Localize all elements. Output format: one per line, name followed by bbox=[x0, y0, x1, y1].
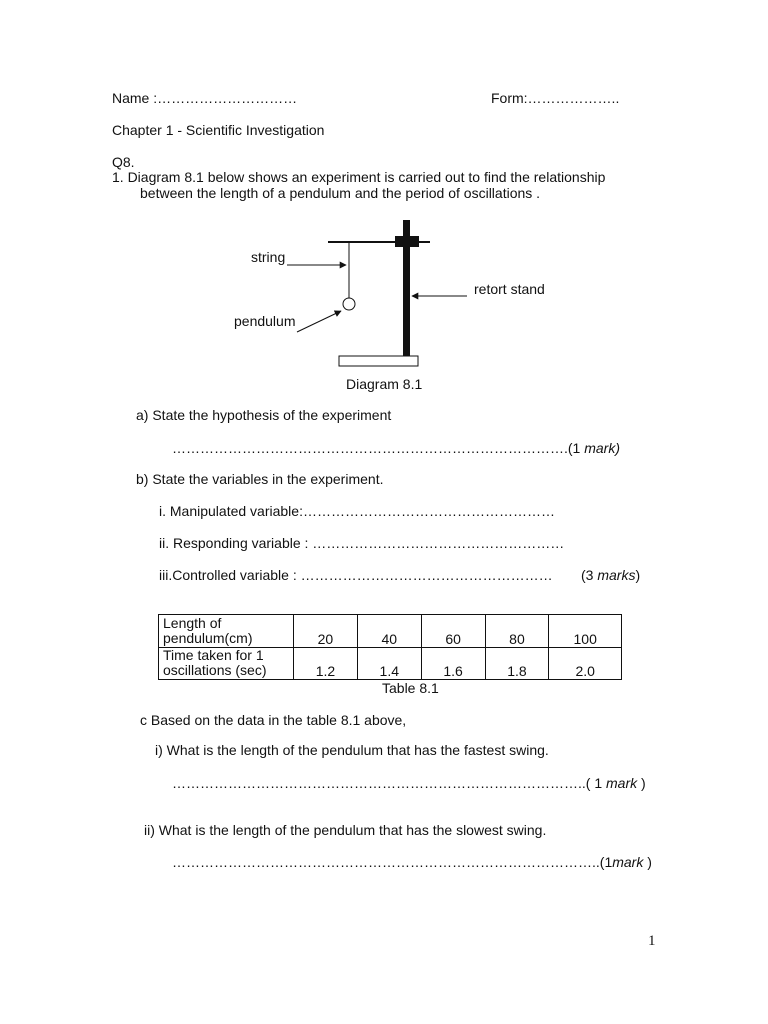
page-number: 1 bbox=[648, 933, 656, 949]
pendulum-diagram bbox=[0, 0, 768, 420]
table-cell: 40 bbox=[357, 615, 421, 648]
controlled-variable-line: iii.Controlled variable : ……………………………………………… bbox=[159, 567, 553, 583]
table-cell: 60 bbox=[421, 615, 485, 648]
pendulum-bob bbox=[343, 298, 355, 310]
retort-stand-base bbox=[339, 356, 418, 366]
mark-word: mark) bbox=[584, 440, 621, 456]
table-caption: Table 8.1 bbox=[382, 680, 439, 696]
question-c-i: i) What is the length of the pendulum that has the fastest swing. bbox=[155, 742, 549, 758]
responding-variable-line: ii. Responding variable : ……………………………………………… bbox=[159, 535, 565, 551]
table-row bbox=[159, 615, 622, 648]
boss-clamp bbox=[395, 236, 419, 247]
table-cell: 20 bbox=[294, 615, 358, 648]
diagram-caption: Diagram 8.1 bbox=[346, 376, 423, 392]
label-string: string bbox=[251, 249, 286, 265]
data-table bbox=[158, 614, 622, 680]
question-c: c Based on the data in the table 8.1 above, bbox=[140, 712, 407, 728]
answer-line-a: ………………………………………………………………………….(1 mark) bbox=[172, 440, 621, 456]
form-field-label: Form:……………….. bbox=[491, 90, 620, 106]
name-field-label: Name :………………………… bbox=[112, 90, 298, 106]
table-cell: 100 bbox=[549, 615, 622, 648]
chapter-title: Chapter 1 - Scientific Investigation bbox=[112, 122, 325, 138]
answer-line-c-i: ……………………………………………………………………………..( 1 mark ) bbox=[172, 775, 646, 791]
table-row bbox=[159, 647, 622, 680]
label-pendulum: pendulum bbox=[234, 313, 296, 329]
question-c-ii: ii) What is the length of the pendulum that has the slowest swing. bbox=[144, 822, 547, 838]
manipulated-variable-line: i. Manipulated variable:……………………………………………… bbox=[159, 503, 555, 519]
pendulum-arrow bbox=[297, 311, 341, 332]
table-cell: 1.4 bbox=[357, 647, 421, 680]
table-cell: 1.6 bbox=[421, 647, 485, 680]
row-label-length: Length of pendulum(cm) bbox=[159, 615, 294, 648]
table-cell: 1.8 bbox=[485, 647, 549, 680]
question-b: b) State the variables in the experiment. bbox=[136, 471, 384, 487]
table-cell: 1.2 bbox=[294, 647, 358, 680]
marks-b: (3 marks) bbox=[581, 567, 641, 583]
row-label-time: Time taken for 1 oscillations (sec) bbox=[159, 647, 294, 680]
label-retort-stand: retort stand bbox=[474, 281, 545, 297]
question-intro-line2: between the length of a pendulum and the period of oscillations . bbox=[140, 185, 541, 201]
answer-line-c-ii: ………………………………………………………………………………..(1mark ) bbox=[172, 854, 652, 870]
question-intro-line1: 1. Diagram 8.1 below shows an experiment is carried out to find the relationship bbox=[112, 169, 606, 185]
question-a: a) State the hypothesis of the experiment bbox=[136, 407, 392, 423]
question-number: Q8. bbox=[112, 154, 135, 170]
table-cell: 80 bbox=[485, 615, 549, 648]
table-cell: 2.0 bbox=[549, 647, 622, 680]
